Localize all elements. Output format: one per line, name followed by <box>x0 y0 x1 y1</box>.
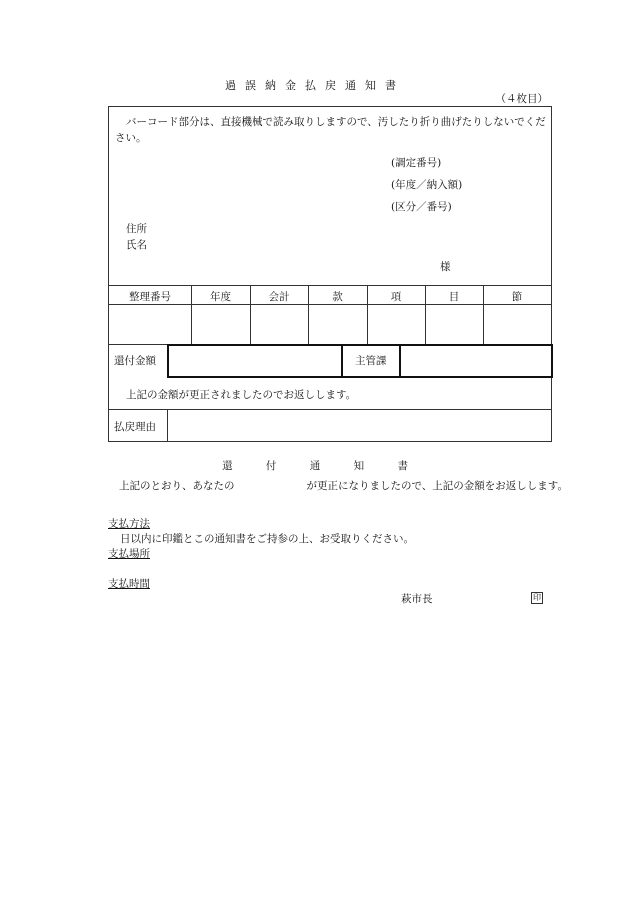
refund-amount-box <box>167 344 343 378</box>
refund-para-end: が更正になりましたので、上記の金額をお返しします。 <box>306 480 568 492</box>
honorific: 様 <box>440 261 451 273</box>
name-label: 氏名 <box>126 239 147 251</box>
payment-time-label: 支払時間 <box>108 578 150 590</box>
divider <box>109 285 551 286</box>
document-title: 過誤納金払戻通知書 <box>225 79 405 92</box>
department-box <box>399 344 553 378</box>
payment-method-label: 支払方法 <box>108 518 150 530</box>
refund-notice-char: 書 <box>397 460 408 472</box>
divider <box>109 304 551 305</box>
divider <box>167 409 168 441</box>
year-amount-label: (年度／納入額) <box>391 179 463 191</box>
refund-reason-label: 払戻理由 <box>114 421 156 433</box>
seal-mark: 印 <box>533 593 541 602</box>
refund-notice-char: 知 <box>353 460 365 472</box>
adjustment-number-label: (調定番号) <box>391 157 442 169</box>
header-section: 款 <box>332 291 343 303</box>
header-reference-number: 整理番号 <box>129 291 171 303</box>
header-detail: 節 <box>511 291 523 303</box>
divider <box>109 409 551 410</box>
header-subitem: 目 <box>448 291 460 303</box>
payment-instruction: 日以内に印鑑とこの通知書をご持参の上、お受取りください。 <box>120 533 414 545</box>
sheet-number: （４枚目） <box>495 93 548 105</box>
header-account: 会計 <box>268 291 290 303</box>
department-label: 主管課 <box>355 355 387 367</box>
refund-notice-char: 付 <box>265 460 277 472</box>
category-number-label: (区分／番号) <box>391 201 452 213</box>
refund-notice-title <box>0 458 630 473</box>
header-item: 項 <box>390 291 402 303</box>
mayor-title: 萩市長 <box>401 593 433 605</box>
refund-notice-char: 通 <box>309 460 321 472</box>
header-year: 年度 <box>210 291 231 303</box>
refund-paragraph <box>108 479 568 494</box>
refund-para-start: 上記のとおり、あなたの <box>119 480 235 492</box>
payment-place-label: 支払場所 <box>108 548 150 560</box>
address-label: 住所 <box>126 223 147 235</box>
refund-notice-char: 還 <box>222 460 233 472</box>
notice-form <box>108 106 552 442</box>
refund-amount-label: 還付金額 <box>114 355 156 367</box>
barcode-notice: バーコード部分は、直接機械で読み取りしますので、汚したり折り曲げたりしないでください。 <box>115 116 546 144</box>
corrected-message: 上記の金額が更正されましたのでお返しします。 <box>126 389 357 401</box>
